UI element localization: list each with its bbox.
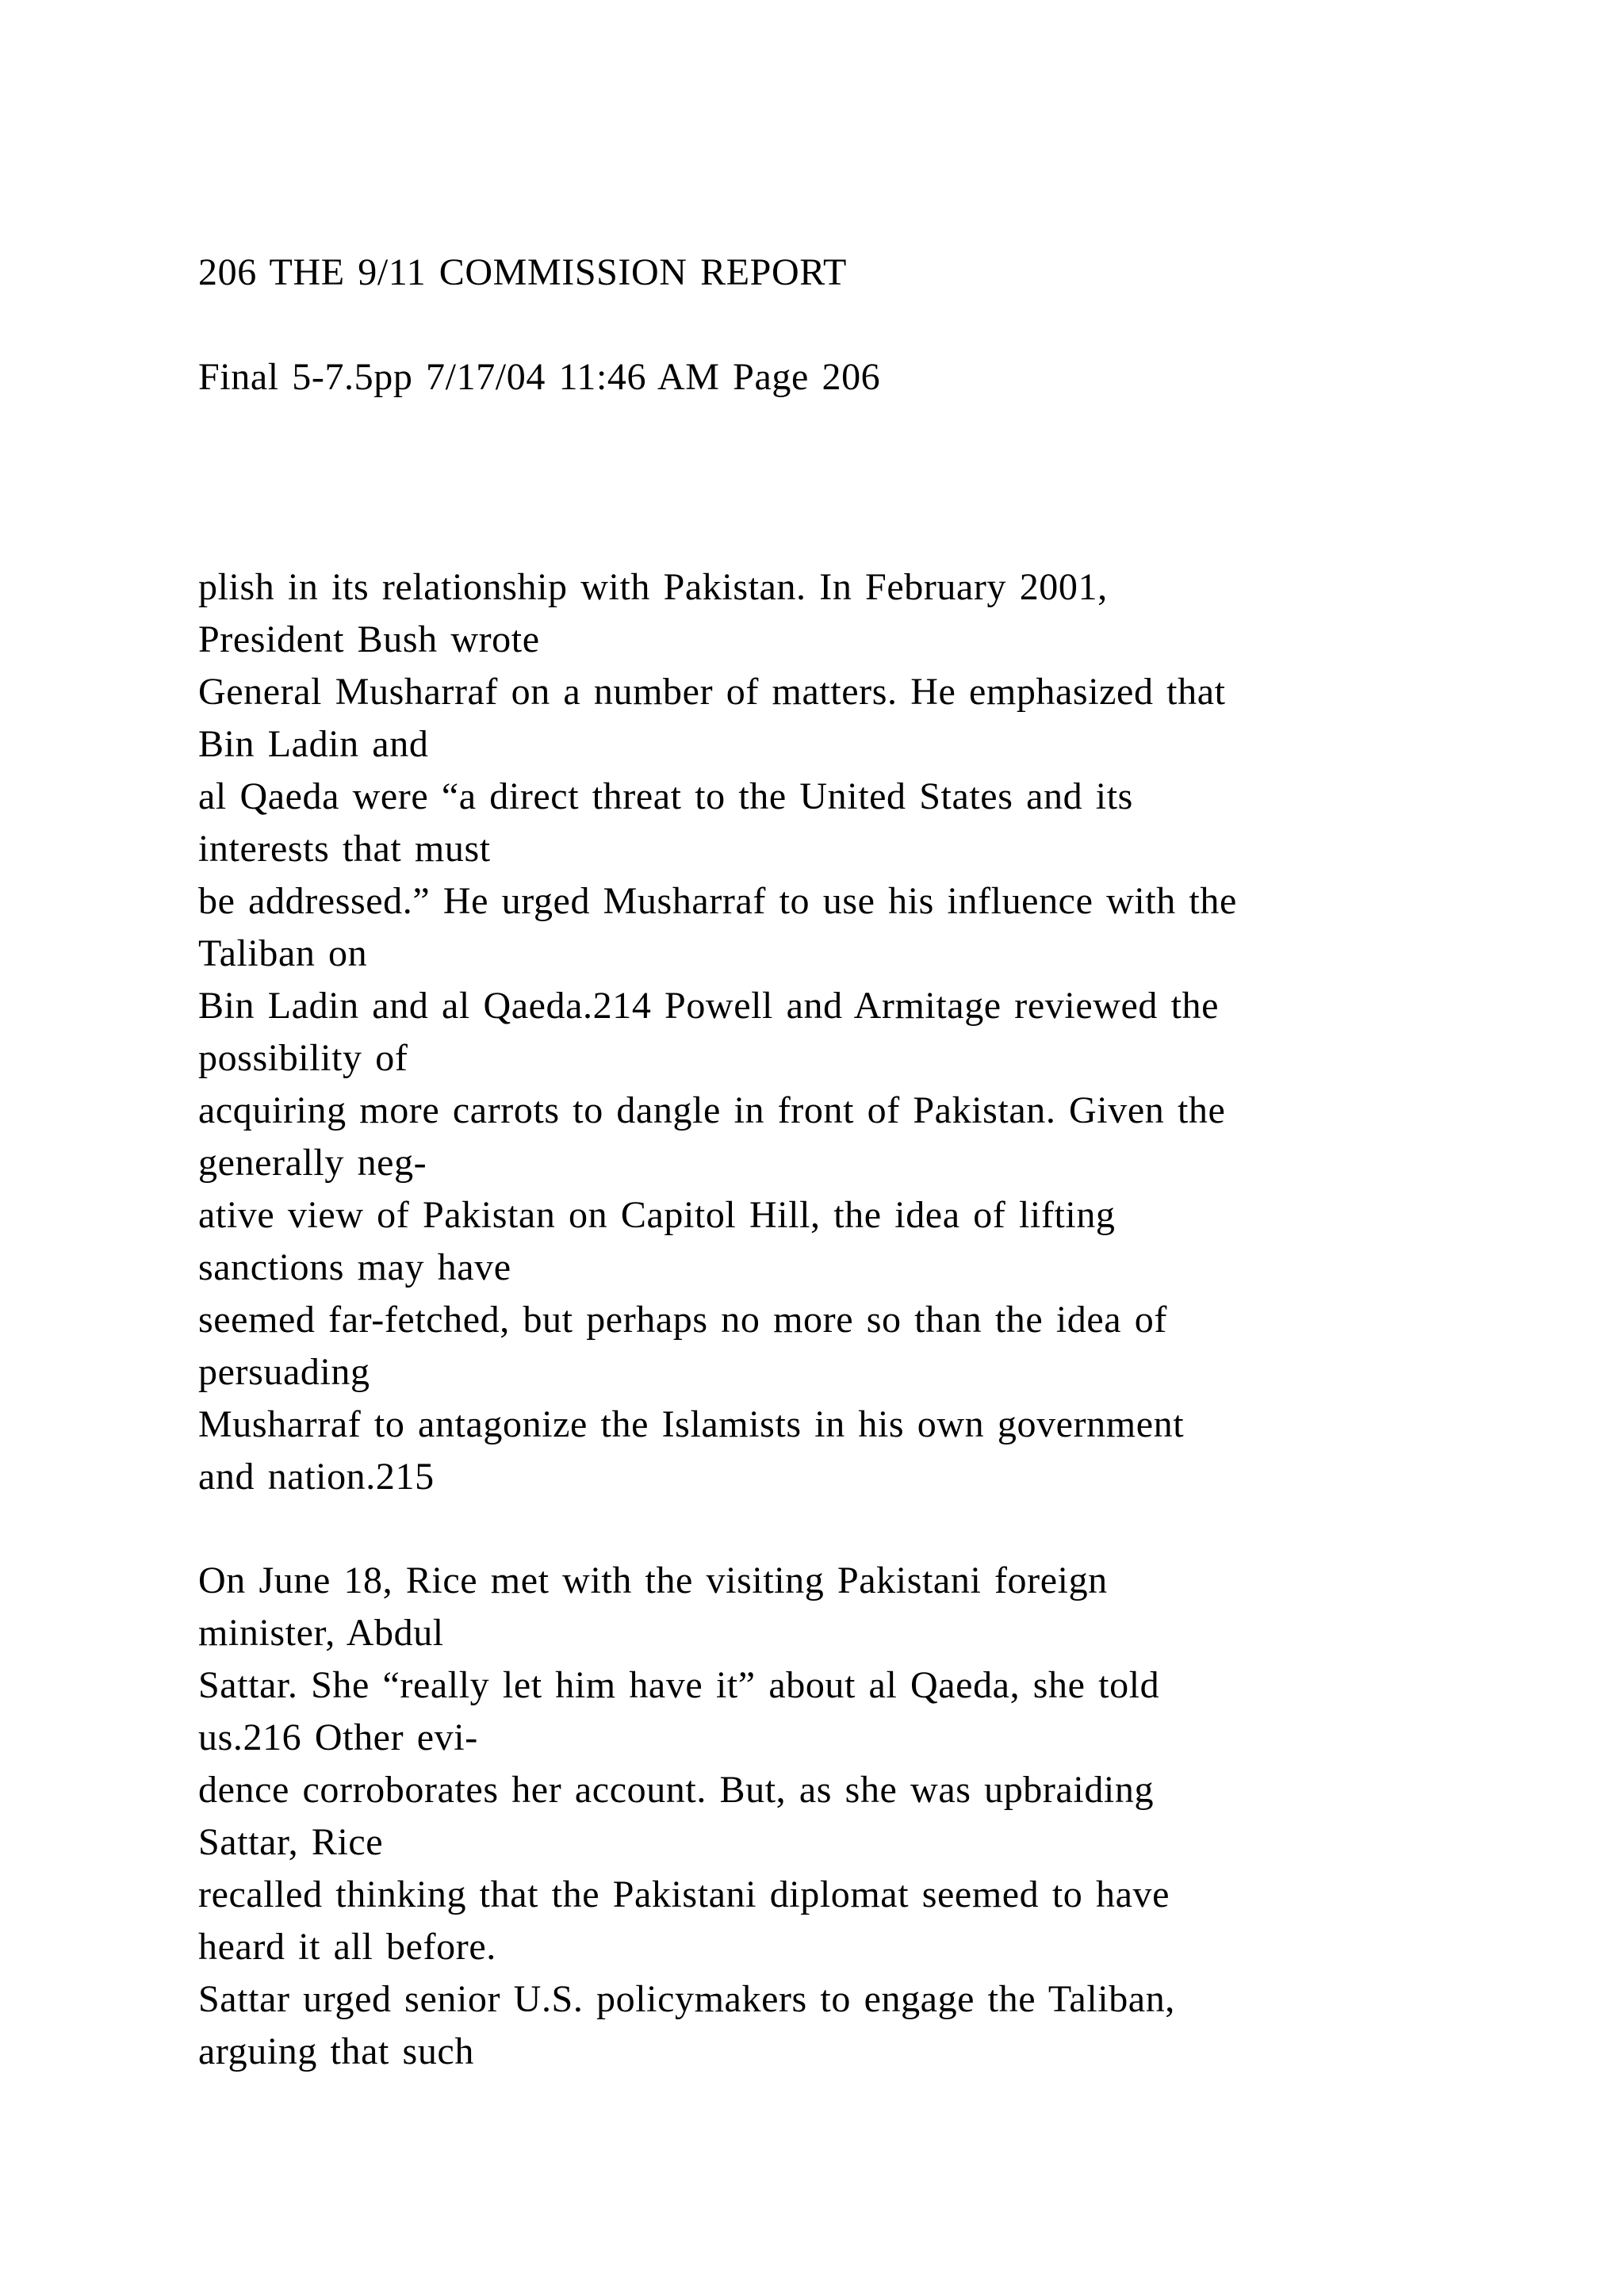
text-line: dence corroborates her account. But, as she was upbraiding (198, 1769, 1155, 1811)
text-line: Musharraf to antagonize the Islamists in his own government (198, 1403, 1185, 1445)
text-line: us.216 Other evi- (198, 1716, 478, 1758)
text-line: President Bush wrote (198, 618, 540, 660)
text-line: plish in its relationship with Pakistan. In February 2001, (198, 566, 1108, 608)
text-line: acquiring more carrots to dangle in front of Pakistan. Given the (198, 1089, 1226, 1131)
text-line: generally neg- (198, 1142, 427, 1184)
text-line: arguing that such (198, 2030, 474, 2072)
text-line: Bin Ladin and al Qaeda.214 Powell and Armitage reviewed the (198, 985, 1220, 1027)
text-line: On June 18, Rice met with the visiting Pakistani foreign (198, 1559, 1108, 1601)
text-line: minister, Abdul (198, 1612, 444, 1654)
text-line: Taliban on (198, 932, 368, 974)
text-line: and nation.215 (198, 1456, 435, 1498)
text-line: Sattar, Rice (198, 1821, 384, 1863)
text-line: ative view of Pakistan on Capitol Hill, the idea of lifting (198, 1194, 1116, 1236)
text-line: possibility of (198, 1037, 408, 1079)
text-line: sanctions may have (198, 1246, 511, 1288)
text-line: persuading (198, 1351, 370, 1393)
text-line: heard it all before. (198, 1926, 496, 1968)
text-line: be addressed.” He urged Musharraf to use his influence with the (198, 880, 1237, 922)
text-line: al Qaeda were “a direct threat to the United States and its (198, 775, 1133, 817)
text-line: General Musharraf on a number of matters. He emphasized that (198, 671, 1226, 713)
text-line: Bin Ladin and (198, 723, 429, 765)
text-line: interests that must (198, 828, 491, 870)
text-line: Sattar. She “really let him have it” about al Qaeda, she told (198, 1664, 1160, 1706)
print-slug: Final 5-7.5pp 7/17/04 11:46 AM Page 206 (198, 356, 881, 398)
running-head: 206 THE 9/11 COMMISSION REPORT (198, 251, 847, 293)
text-line: recalled thinking that the Pakistani diplomat seemed to have (198, 1873, 1170, 1915)
text-line: seemed far-fetched, but perhaps no more so than the idea of (198, 1299, 1167, 1341)
text-line: Sattar urged senior U.S. policymakers to engage the Taliban, (198, 1978, 1175, 2020)
